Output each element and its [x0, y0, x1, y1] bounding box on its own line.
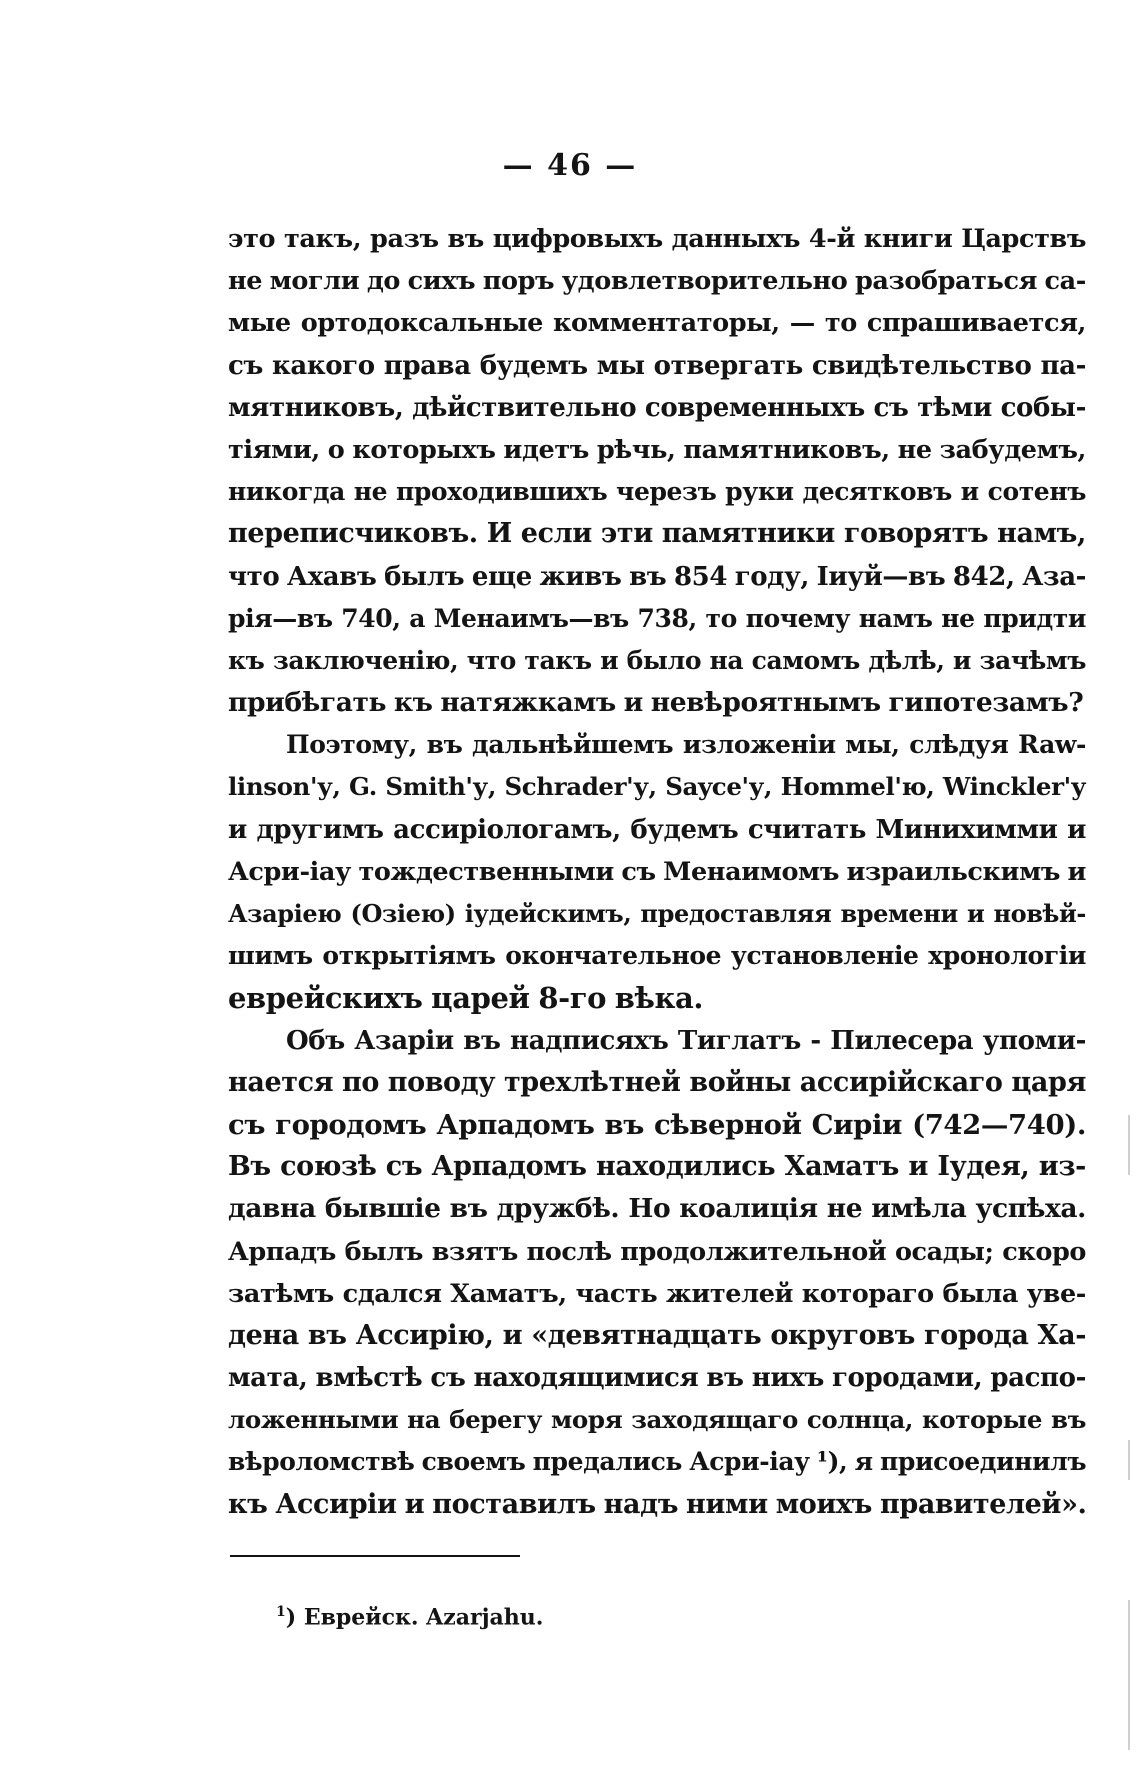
- text-line: Въ союзѣ съ Арпадомъ находились Хаматъ и Іудея, из-: [228, 1151, 1086, 1183]
- text-line: никогда не проходившихъ черезъ руки десятковъ и сотенъ: [228, 477, 1086, 507]
- text-line: съ какого права будемъ мы отвергать свидѣтельство па-: [228, 350, 1086, 381]
- scan-edge-mark: [1128, 1600, 1130, 1750]
- text-line: Арпадъ былъ взятъ послѣ продолжительной осады; скоро: [228, 1236, 1086, 1267]
- text-line: затѣмъ сдался Хаматъ, часть жителей котораго была уве-: [228, 1278, 1086, 1309]
- scan-edge-mark: [1128, 1440, 1130, 1480]
- text-line: прибѣгать къ натяжкамъ и невѣроятнымъ гипотезамъ?: [228, 687, 1084, 719]
- body-text: [228, 218, 1086, 1526]
- text-line: это такъ, разъ въ цифровыхъ данныхъ 4-й книги Царствъ: [228, 224, 1086, 254]
- text-line: и другимъ ассиріологамъ, будемъ считать Минихимми и: [228, 814, 1086, 845]
- text-line: нается по поводу трехлѣтней войны ассирійскаго царя: [228, 1066, 1086, 1098]
- footnote-text: ) Еврейск. Azarjahu.: [285, 1604, 544, 1631]
- text-line: не могли до сихъ поръ удовлетворительно разобраться са-: [228, 266, 1086, 297]
- text-line: Объ Азаріи въ надписяхъ Тиглатъ - Пилесера упоми-: [286, 1025, 1086, 1056]
- text-line: linson'у, G. Smith'у, Schrader'у, Sayce'у, Hommel'ю, Winckler'у: [228, 772, 1086, 802]
- text-line: шимъ открытіямъ окончательное установленіе хронологіи: [228, 941, 1086, 971]
- text-line: дена въ Ассирію, и «девятнадцать округовъ города Ха-: [228, 1319, 1086, 1351]
- text-line: мата, вмѣстѣ съ находящимися въ нихъ городами, распо-: [228, 1363, 1086, 1394]
- text-line: давна бывшіе въ дружбѣ. Но коалиція не имѣла успѣха.: [228, 1193, 1086, 1225]
- text-line: еврейскихъ царей 8-го вѣка.: [228, 981, 704, 1016]
- text-line: рія—въ 740, а Менаимъ—въ 738, то почему намъ не придти: [228, 603, 1086, 633]
- footnote-marker: 1: [276, 1604, 286, 1620]
- text-line: тіями, о которыхъ идетъ рѣчь, памятниковъ, не забудемъ,: [228, 434, 1086, 465]
- text-line: къ заключенію, что такъ и было на самомъ дѣлѣ, и зачѣмъ: [228, 645, 1086, 675]
- text-line: Поэтому, въ дальнѣйшемъ изложеніи мы, слѣдуя Raw-: [286, 730, 1086, 760]
- text-line: Асри-іау тождественными съ Менаимомъ израильскимъ и: [228, 856, 1086, 887]
- footnote-divider: [230, 1555, 520, 1557]
- text-line: Азаріею (Озіею) іудейскимъ, предоставляя времени и новѣй-: [228, 899, 1086, 928]
- text-line: ложенными на берегу моря заходящаго солнца, которые въ: [228, 1405, 1086, 1435]
- text-line: мятниковъ, дѣйствительно современныхъ съ тѣми собы-: [228, 392, 1086, 423]
- text-line: вѣроломствѣ своемъ предались Асри-іау ¹), я присоединилъ: [228, 1447, 1087, 1477]
- text-line: что Ахавъ былъ еще живъ въ 854 году, Іиуй—въ 842, Аза-: [228, 561, 1087, 592]
- scan-edge-mark: [1128, 1115, 1130, 1175]
- text-line: мые ортодоксальные комментаторы, — то спрашивается,: [228, 308, 1086, 339]
- footnote: [276, 1596, 543, 1633]
- text-line: къ Ассиріи и поставилъ надъ ними моихъ правителей».: [228, 1488, 1087, 1520]
- text-line: съ городомъ Арпадомъ въ сѣверной Сиріи (742—740).: [228, 1108, 1086, 1141]
- page-number: — 46 —: [502, 148, 638, 183]
- text-line: переписчиковъ. И если эти памятники говорятъ намъ,: [228, 518, 1086, 550]
